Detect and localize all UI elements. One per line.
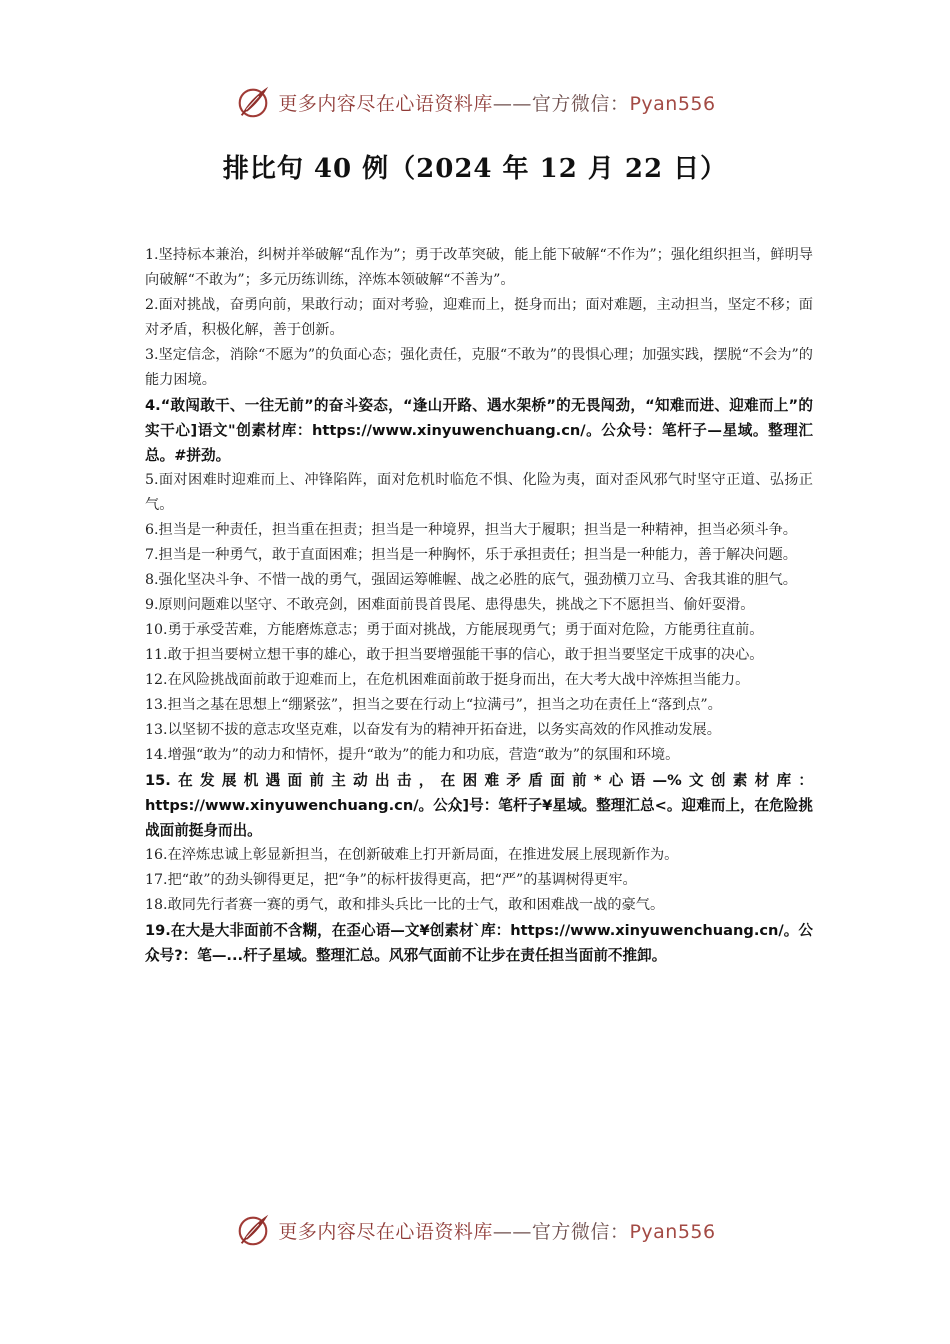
banner-wechat-id: Pyan556 [629, 1220, 716, 1243]
banner-dash: —— [492, 92, 532, 115]
quill-logo-icon [234, 1211, 272, 1249]
list-item: 16.在淬炼忠诚上彰显新担当，在创新破难上打开新局面，在推进发展上展现新作为。 [145, 847, 679, 863]
list-item: 18.敢同先行者赛一赛的勇气，敢和排头兵比一比的士气，敢和困难战一战的豪气。 [145, 897, 665, 913]
list-item: 13.以坚韧不拔的意志攻坚克难，以奋发有为的精神开拓奋进，以务实高效的作风推动发展。 [145, 722, 721, 738]
list-item: 2.面对挑战，奋勇向前，果敢行动；面对考验，迎难而上，挺身而出；面对难题，主动担当，坚定不移；面对矛盾，积极化解，善于创新。 [145, 297, 813, 338]
list-item-watermarked: 4.“敢闯敢干、一往无前”的奋斗姿态，“逢山开路、遇水架桥”的无畏闯劲，“知难而进、迎难而上”的实干心]语文"创素材库：https://www.xinyuwenchuang.cn/。公众号：笔杆子—星域。整理汇总。#拼劲。 [145, 397, 813, 464]
list-item: 11.敢于担当要树立想干事的雄心，敢于担当要增强能干事的信心，敢于担当要坚定干成事的决心。 [145, 647, 764, 663]
list-item-watermarked: 15.在发展机遇面前主动出击，在困难矛盾面前*心语—%文创素材库：https://www.xinyuwenchuang.cn/。公众]号：笔杆子¥星域。整理汇总<。迎难而上，在危险挑战面前挺身而出。 [145, 772, 813, 839]
banner-wechat-label: 官方微信： [531, 1220, 630, 1243]
list-item-watermarked: 19.在大是大非面前不含糊，在歪心语—文¥创素材`库：https://www.xinyuwenchuang.cn/。公众号?：笔—...杆子星域。整理汇总。风邪气面前不让步在责任担当面前不推卸。 [145, 922, 813, 964]
footer-banner [0, 1208, 950, 1252]
banner-wechat-label: 官方微信： [531, 92, 630, 115]
list-item: 5.面对困难时迎难而上、冲锋陷阵，面对危机时临危不惧、化险为夷，面对歪风邪气时坚守正道、弘扬正气。 [145, 472, 813, 513]
list-item: 17.把“敢”的劲头铆得更足，把“争”的标杆拔得更高，把“严”的基调树得更牢。 [145, 872, 637, 888]
list-item: 12.在风险挑战面前敢于迎难而上，在危机困难面前敢于挺身而出，在大考大战中淬炼担当能力。 [145, 672, 750, 688]
list-item: 9.原则问题难以坚守、不敢亮剑，困难面前畏首畏尾、患得患失，挑战之下不愿担当、偷奸耍滑。 [145, 597, 755, 613]
list-item: 3.坚定信念，消除“不愿为”的负面心态；强化责任，克服“不敢为”的畏惧心理；加强实践，摆脱“不会为”的能力困境。 [145, 347, 813, 388]
document-body [145, 243, 813, 968]
list-item: 10.勇于承受苦难，方能磨炼意志；勇于面对挑战，方能展现勇气；勇于面对危险，方能勇往直前。 [145, 622, 764, 638]
list-item: 13.担当之基在思想上“绷紧弦”，担当之要在行动上“拉满弓”，担当之功在责任上“落到点”。 [145, 697, 722, 713]
banner-lead: 更多内容尽在心语资料库 [278, 1220, 493, 1243]
header-banner [0, 80, 950, 124]
banner-text [278, 1217, 715, 1244]
banner-lead: 更多内容尽在心语资料库 [278, 92, 493, 115]
list-item: 6.担当是一种责任，担当重在担责；担当是一种境界，担当大于履职；担当是一种精神，担当必须斗争。 [145, 522, 797, 538]
quill-logo-icon [234, 83, 272, 121]
banner-dash: —— [492, 1220, 532, 1243]
list-item: 14.增强“敢为”的动力和情怀，提升“敢为”的能力和功底，营造“敢为”的氛围和环境。 [145, 747, 680, 763]
list-item: 7.担当是一种勇气，敢于直面困难；担当是一种胸怀，乐于承担责任；担当是一种能力，善于解决问题。 [145, 547, 797, 563]
banner-text [278, 89, 715, 116]
list-item: 1.坚持标本兼治，纠树并举破解“乱作为”；勇于改革突破，能上能下破解“不作为”；强化组织担当，鲜明导向破解“不敢为”；多元历练训练，淬炼本领破解“不善为”。 [145, 247, 813, 288]
list-item: 8.强化坚决斗争、不惜一战的勇气，强固运筹帷幄、战之必胜的底气，强劲横刀立马、舍我其谁的胆气。 [145, 572, 797, 588]
page-title: 排比句 40 例（2024 年 12 月 22 日） [222, 154, 728, 184]
banner-wechat-id: Pyan556 [629, 92, 716, 115]
